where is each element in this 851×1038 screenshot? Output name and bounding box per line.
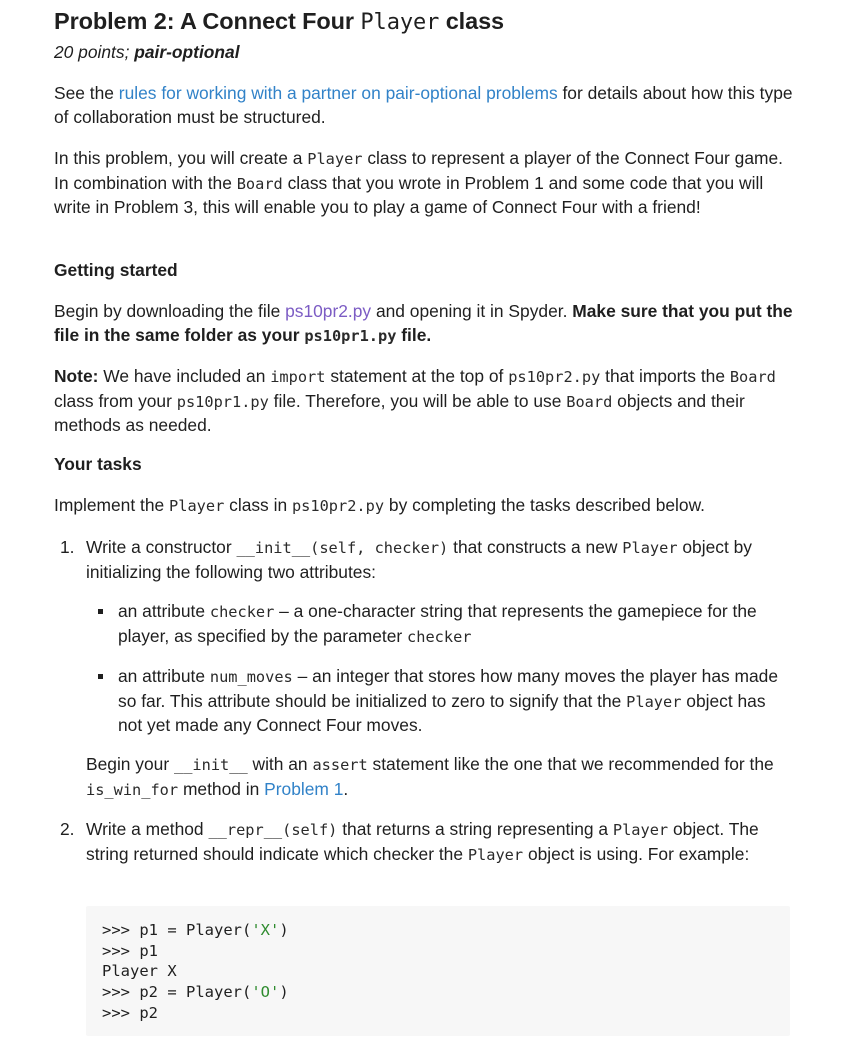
intro-paragraph: In this problem, you will create a Player class to represent a player of the Connect Four game. In combination with the Board class that you wrote in Problem 1 and some code that you will write in Problem 3, this will enable you to play a game of Connect Four with a friend! bbox=[54, 148, 784, 217]
your-tasks-heading: Your tasks bbox=[54, 454, 142, 474]
partner-rules-link[interactable]: rules for working with a partner on pair-optional problems bbox=[118, 83, 558, 103]
ps10pr2-download-link[interactable]: ps10pr2.py bbox=[285, 301, 372, 321]
task-1-text: Write a constructor __init__(self, checker) that constructs a new Player object by initializing the following two attributes: bbox=[86, 537, 752, 582]
task-2-number: 2. bbox=[60, 819, 75, 839]
note-paragraph: Note: We have included an import statement at the top of ps10pr2.py that imports the Board class from your ps10pr1.py file. Therefore, you will be able to use Board objects and their methods as needed. bbox=[54, 366, 776, 435]
assert-paragraph: Begin your __init__ with an assert statement like the one that we recommended for the is_win_for method in Problem 1. bbox=[86, 754, 774, 799]
getting-started-heading: Getting started bbox=[54, 260, 178, 280]
bullet-square-icon bbox=[98, 674, 103, 679]
title-code: Player bbox=[360, 10, 440, 35]
code-example-block: >>> p1 = Player('X') >>> p1 Player X >>> p2 = Player('O') >>> p2 bbox=[86, 906, 790, 1036]
subtitle-mode: pair-optional bbox=[134, 42, 240, 62]
checker-attribute-bullet: an attribute checker – a one-character string that represents the gamepiece for the player, as specified by the parameter checker bbox=[118, 600, 792, 649]
collaboration-paragraph: See the rules for working with a partner on pair-optional problems for details about how this type of collaboration must be structured. bbox=[54, 83, 793, 127]
page-title: Problem 2: A Connect Four Player class bbox=[54, 8, 505, 35]
problem-1-link[interactable]: Problem 1 bbox=[264, 778, 344, 799]
download-paragraph: Begin by downloading the file ps10pr2.py and opening it in Spyder. Make sure that you put the file in the same folder as your ps10pr1.py file. bbox=[54, 301, 793, 345]
implement-paragraph: Implement the Player class in ps10pr2.py by completing the tasks described below. bbox=[54, 495, 705, 515]
task-2-text: Write a method __repr__(self) that returns a string representing a Player object. The string returned should indicate which checker the Player object is using. For example: bbox=[86, 819, 759, 864]
num-moves-attribute-bullet: an attribute num_moves – an integer that stores how many moves the player has made so far. This attribute should be initialized to zero to signify that the Player object has not yet made any Connect Four moves. bbox=[118, 665, 792, 738]
bullet-square-icon bbox=[98, 609, 103, 614]
subtitle: 20 points; pair-optional bbox=[54, 42, 240, 62]
task-1-number: 1. bbox=[60, 537, 75, 557]
